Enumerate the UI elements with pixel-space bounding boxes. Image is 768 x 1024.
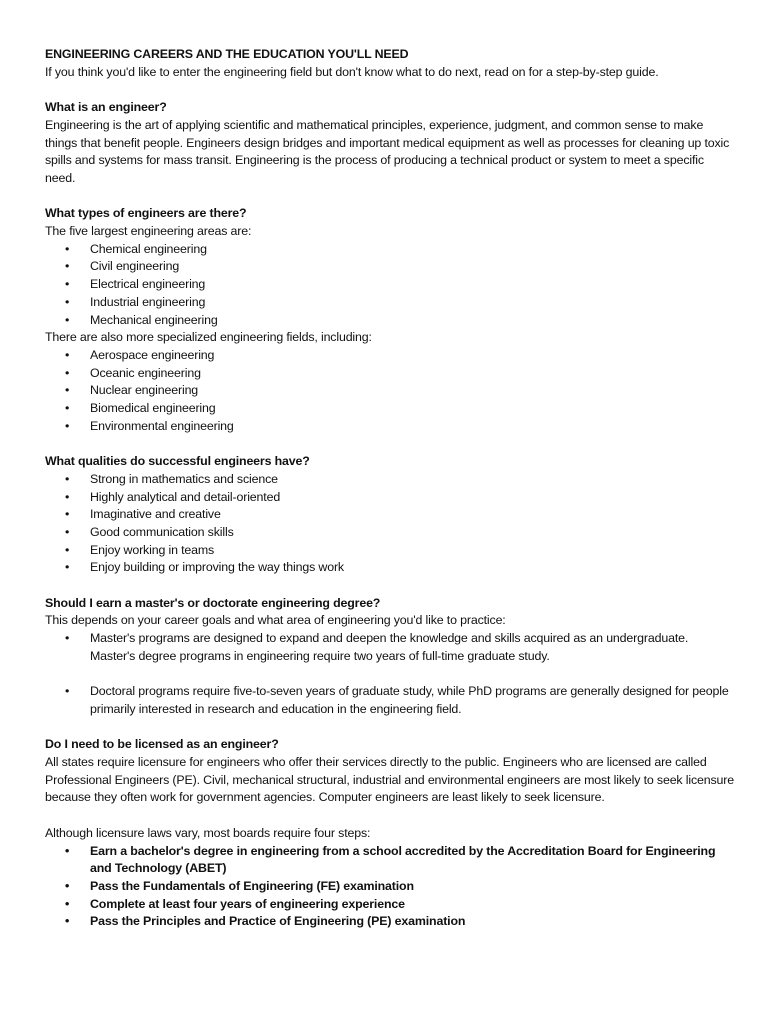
list-item: • Aerospace engineering: [65, 347, 215, 362]
list-item: • Civil engineering: [65, 259, 180, 274]
heading-degree: Should I earn a master's or doctorate engineering degree?: [45, 595, 381, 610]
list-item: • Industrial engineering: [65, 294, 206, 309]
licensure-steps-list: [45, 843, 735, 932]
list-item: • Complete at least four years of engineering experience: [65, 896, 405, 911]
list-item: • Strong in mathematics and science: [65, 471, 278, 486]
list-item: • Master's programs are designed to expand and deepen the knowledge and skills acquired as an undergraduate. Master's degree programs in engineering require two years of full-time graduate study.: [65, 631, 689, 663]
intro-paragraph: If you think you'd like to enter the engineering field but don't know what to do next, read on for a step-by-step guide.: [45, 64, 659, 79]
largest-areas-list: [45, 241, 735, 330]
list-item: • Good communication skills: [65, 524, 234, 539]
degree-list: [45, 630, 735, 719]
list-item: • Earn a bachelor's degree in engineering from a school accredited by the Accreditation Board for Engineering and Technology (ABET): [65, 843, 716, 876]
list-item: • Chemical engineering: [65, 241, 207, 256]
heading-types: What types of engineers are there?: [45, 206, 247, 221]
list-item: • Enjoy working in teams: [65, 542, 215, 557]
list-item: • Imaginative and creative: [65, 507, 221, 522]
list-item: • Oceanic engineering: [65, 365, 201, 380]
licensure-steps-lead: Although licensure laws vary, most boards require four steps:: [45, 825, 371, 840]
list-item: • Enjoy building or improving the way things work: [65, 560, 344, 575]
list-item: • Pass the Fundamentals of Engineering (FE) examination: [65, 878, 414, 893]
document-page: [45, 46, 735, 931]
heading-licensure: Do I need to be licensed as an engineer?: [45, 737, 279, 752]
list-item: • Biomedical engineering: [65, 401, 216, 416]
list-item: • Nuclear engineering: [65, 383, 199, 398]
qualities-list: [45, 471, 735, 577]
degree-lead: This depends on your career goals and what area of engineering you'd like to practice:: [45, 613, 506, 628]
list-item: • Mechanical engineering: [65, 312, 218, 327]
heading-what-is-engineer: What is an engineer?: [45, 100, 167, 115]
engineer-definition: Engineering is the art of applying scientific and mathematical principles, experience, judgment, and common sense to make things that benefit people. Engineers design bridges and important medical equipment as well as processes for cleaning up toxic spills and systems for mass transit. Engineering is the process of producing a technical product or system to meet a specific need.: [45, 117, 730, 185]
specialized-fields-list: [45, 347, 735, 436]
list-item: • Pass the Principles and Practice of Engineering (PE) examination: [65, 914, 466, 929]
list-item: • Electrical engineering: [65, 277, 206, 292]
licensure-paragraph: All states require licensure for engineers who offer their services directly to the public. Engineers who are licensed are called Professional Engineers (PE). Civil, mechanical structural, industrial and environmental engineers are most likely to seek licensure because they often work for government agencies. Computer engineers are least likely to seek licensure.: [45, 755, 735, 805]
heading-qualities: What qualities do successful engineers have?: [45, 454, 310, 469]
document-title: ENGINEERING CAREERS AND THE EDUCATION YOU'LL NEED: [45, 47, 409, 61]
list-item: • Highly analytical and detail-oriented: [65, 489, 281, 504]
list-item: • Environmental engineering: [65, 418, 234, 433]
largest-areas-lead: The five largest engineering areas are:: [45, 224, 252, 238]
list-item: • Doctoral programs require five-to-seven years of graduate study, while PhD programs are generally designed for people primarily interested in research and education in the engineering field.: [65, 684, 729, 716]
specialized-fields-lead: There are also more specialized engineering fields, including:: [45, 330, 372, 345]
